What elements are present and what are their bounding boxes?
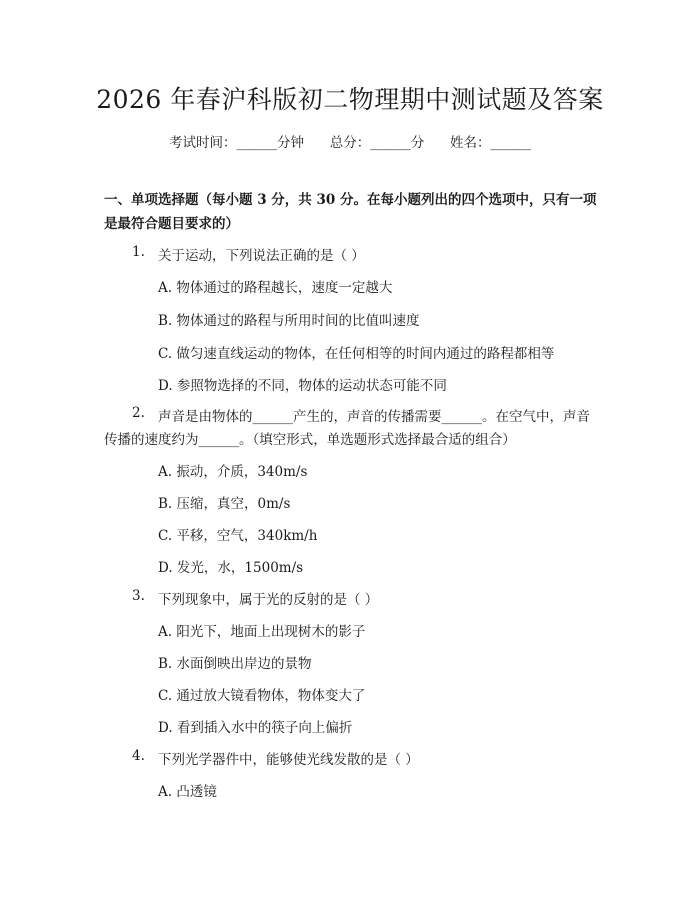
option-c: C. 做匀速直线运动的物体，在任何相等的时间内通过的路程都相等 (158, 346, 555, 362)
section-heading (104, 188, 604, 236)
question-number: 3. (132, 588, 145, 604)
option-a: A. 阳光下，地面上出现树木的影子 (158, 624, 366, 640)
option-d: D. 参照物选择的不同，物体的运动状态可能不同 (158, 378, 447, 394)
question-text-line-1: 声音是由物体的______产生的，声音的传播需要______。在空气中，声音 (158, 409, 590, 425)
exam-info-line: 考试时间：______分钟 总分：______分 姓名：______ (169, 135, 531, 151)
option-b: B. 压缩，真空，0m/s (158, 496, 291, 512)
option-b: B. 物体通过的路程与所用时间的比值叫速度 (158, 313, 420, 329)
option-d: D. 看到插入水中的筷子向上偏折 (158, 720, 353, 736)
question-text: 下列光学器件中，能够使光线发散的是（ ） (158, 752, 419, 768)
section-heading-line-1: 一、单项选择题（每小题 3 分，共 30 分。在每小题列出的四个选项中，只有一项 (104, 192, 597, 208)
question-number: 1. (132, 244, 145, 260)
option-d: D. 发光，水，1500m/s (158, 560, 304, 576)
question-number: 4. (132, 748, 145, 764)
option-a: A. 凸透镜 (158, 784, 217, 800)
section-heading-line-2: 是最符合题目要求的） (104, 216, 239, 232)
option-a: A. 振动，介质，340m/s (158, 464, 308, 480)
option-c: C. 通过放大镜看物体，物体变大了 (158, 688, 366, 704)
option-a: A. 物体通过的路程越长，速度一定越大 (158, 280, 393, 296)
question-text: 关于运动，下列说法正确的是（ ） (158, 248, 365, 264)
question-number: 2. (132, 405, 145, 421)
page-title: 2026 年春沪科版初二物理期中测试题及答案 (96, 85, 604, 114)
question-text: 下列现象中，属于光的反射的是（ ） (158, 592, 379, 608)
option-b: B. 水面倒映出岸边的景物 (158, 656, 312, 672)
question-text-line-2: 传播的速度约为______。（填空形式，单选题形式选择最合适的组合） (104, 432, 516, 448)
option-c: C. 平移，空气，340km/h (158, 528, 318, 544)
